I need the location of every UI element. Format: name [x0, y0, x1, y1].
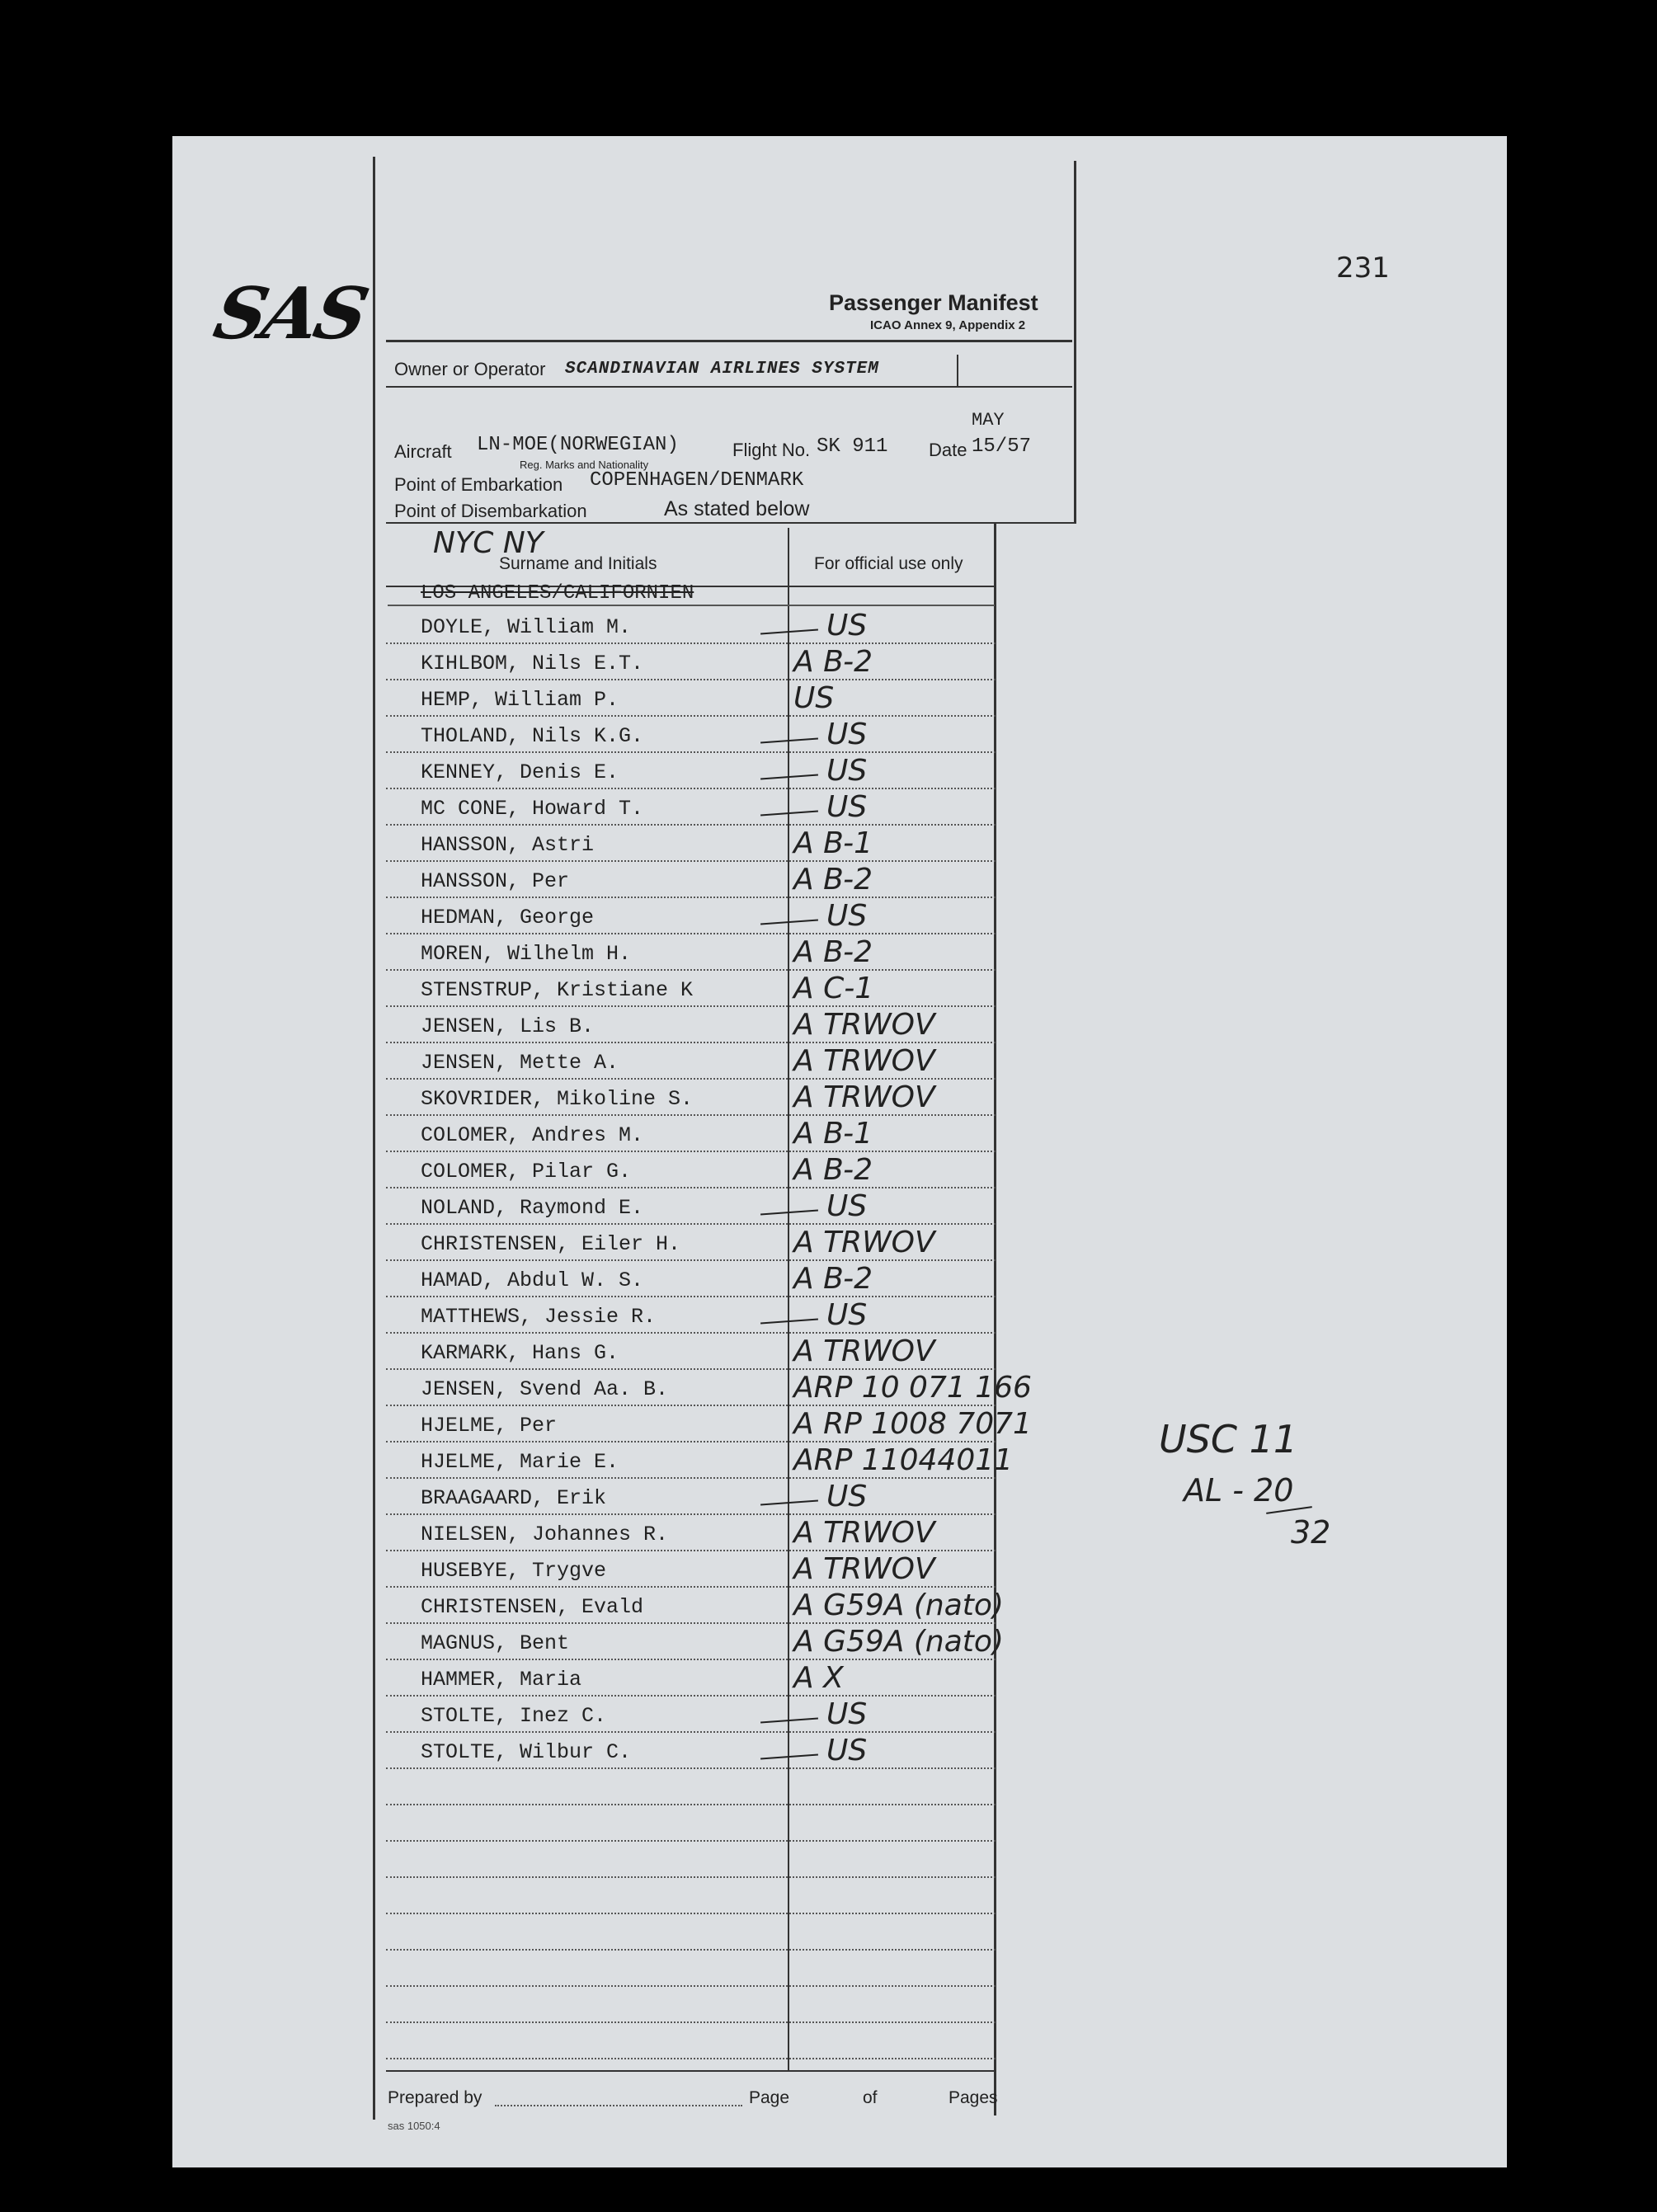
handwritten-dash — [760, 811, 818, 817]
owner-label: Owner or Operator — [394, 359, 546, 379]
embark-value: COPENHAGEN/DENMARK — [590, 469, 804, 492]
table-row — [381, 1443, 1014, 1479]
table-row — [381, 608, 996, 644]
passenger-name: CHRISTENSEN, Evald — [421, 1595, 644, 1619]
passenger-name: DOYLE, William M. — [421, 615, 632, 639]
official-use-note: US — [826, 609, 868, 642]
form-left-border — [373, 157, 375, 2120]
disembark-label: Point of Disembarkation — [394, 501, 587, 521]
official-use-note: A B-1 — [793, 1117, 873, 1151]
date-label: Date — [929, 440, 967, 460]
passenger-name: SKOVRIDER, Mikoline S. — [421, 1087, 694, 1111]
table-row — [381, 1987, 996, 2023]
struck-destination: LOS ANGELES/CALIFORNIEN — [421, 582, 694, 605]
table-row — [381, 1914, 996, 1951]
passenger-name: HAMMER, Maria — [421, 1668, 582, 1692]
passenger-name: STOLTE, Wilbur C. — [421, 1740, 632, 1764]
official-use-note: A B-1 — [793, 826, 873, 860]
table-row — [381, 2023, 996, 2059]
table-row — [381, 1878, 996, 1914]
official-use-note: A G59A (nato) — [793, 1625, 1004, 1659]
handwritten-destination: NYC NY — [433, 526, 544, 560]
official-use-note: US — [826, 1734, 868, 1767]
table-row — [381, 898, 996, 934]
pages-label: Pages — [949, 2088, 998, 2107]
passenger-name: HUSEBYE, Trygve — [421, 1559, 607, 1583]
official-use-note: A B-2 — [793, 863, 873, 897]
passenger-name: JENSEN, Mette A. — [421, 1051, 619, 1075]
table-row — [381, 1370, 1032, 1406]
official-use-note: A TRWOV — [793, 1334, 935, 1368]
table-row — [381, 1624, 1004, 1660]
passenger-name: HJELME, Per — [421, 1414, 558, 1438]
page-number: 231 — [1336, 252, 1390, 285]
official-use-note: A B-2 — [793, 645, 873, 679]
side-note-line2: AL - 20 — [1184, 1472, 1294, 1508]
passenger-name: CHRISTENSEN, Eiler H. — [421, 1232, 681, 1256]
passenger-name: BRAAGAARD, Erik — [421, 1486, 607, 1510]
official-use-note: US — [826, 790, 868, 824]
official-use-note: A G59A (nato) — [793, 1588, 1004, 1622]
table-row — [381, 1080, 996, 1116]
official-column-header: For official use only — [814, 554, 963, 573]
passenger-name: STOLTE, Inez C. — [421, 1704, 607, 1728]
table-row — [381, 1043, 996, 1080]
handwritten-dash — [760, 1500, 818, 1506]
owner-tick — [957, 355, 958, 386]
flight-value: SK 911 — [817, 435, 888, 458]
official-use-note: US — [826, 1480, 868, 1513]
table-row — [381, 1479, 996, 1515]
handwritten-dash — [760, 774, 818, 780]
handwritten-dash — [760, 738, 818, 744]
table-row — [381, 680, 996, 717]
sas-logo: SAS — [207, 272, 373, 355]
passenger-name: JENSEN, Lis B. — [421, 1014, 595, 1038]
official-use-note: A B-2 — [793, 935, 873, 969]
passenger-name: MOREN, Wilhelm H. — [421, 942, 632, 966]
destination-rule — [388, 605, 995, 606]
table-row — [381, 1842, 996, 1878]
official-use-note: A TRWOV — [793, 1226, 935, 1259]
aircraft-value: LN-MOE(NORWEGIAN) — [477, 434, 679, 456]
side-note-line1: USC 11 — [1159, 1417, 1298, 1461]
table-row — [381, 1951, 996, 1987]
table-row — [381, 1588, 1004, 1624]
passenger-name: MATTHEWS, Jessie R. — [421, 1305, 657, 1329]
passenger-name: COLOMER, Pilar G. — [421, 1160, 632, 1184]
footer-rule — [386, 2070, 995, 2072]
owner-value: SCANDINAVIAN AIRLINES SYSTEM — [565, 360, 879, 379]
passenger-name: MC CONE, Howard T. — [421, 797, 644, 821]
passenger-name: NIELSEN, Johannes R. — [421, 1523, 669, 1546]
passenger-name: COLOMER, Andres M. — [421, 1123, 644, 1147]
page-label: Page — [749, 2088, 790, 2107]
table-row — [381, 1261, 996, 1297]
table-row — [381, 789, 996, 826]
official-use-note: US — [826, 754, 868, 788]
official-use-note: US — [826, 1298, 868, 1332]
passenger-name: KENNEY, Denis E. — [421, 760, 619, 784]
official-use-note: A RP 1008 7071 — [793, 1407, 1032, 1441]
official-use-note: US — [793, 681, 835, 715]
header-rule — [386, 340, 1072, 342]
official-use-note: A B-2 — [793, 1262, 873, 1296]
surname-column-header: Surname and Initials — [499, 554, 657, 573]
official-use-note: ARP 11044011 — [793, 1443, 1014, 1477]
passenger-name: NOLAND, Raymond E. — [421, 1196, 644, 1220]
row-rule — [386, 2058, 996, 2059]
table-row — [381, 1697, 996, 1733]
form-subtitle: ICAO Annex 9, Appendix 2 — [870, 318, 1026, 332]
table-row — [381, 1188, 996, 1225]
table-row — [381, 1334, 996, 1370]
official-use-note: US — [826, 1189, 868, 1223]
date-month: MAY — [972, 410, 1005, 431]
table-row — [381, 1660, 996, 1697]
official-use-note: A TRWOV — [793, 1044, 935, 1078]
table-row — [381, 934, 996, 971]
table-row — [381, 1225, 996, 1261]
owner-rule — [386, 386, 1072, 388]
official-use-note: A TRWOV — [793, 1516, 935, 1550]
disembark-value: As stated below — [664, 497, 810, 520]
table-row — [381, 1007, 996, 1043]
table-row — [381, 1733, 996, 1769]
handwritten-dash — [760, 1210, 818, 1216]
prepared-by-line — [495, 2105, 742, 2106]
disembark-rule — [386, 522, 1075, 524]
passenger-name: JENSEN, Svend Aa. B. — [421, 1377, 669, 1401]
passenger-name: HJELME, Marie E. — [421, 1450, 619, 1474]
side-note-line3: 32 — [1291, 1514, 1331, 1551]
official-use-note: ARP 10 071 166 — [793, 1371, 1032, 1405]
table-row — [381, 753, 996, 789]
form-title: Passenger Manifest — [829, 290, 1038, 315]
table-row — [381, 1116, 996, 1152]
official-use-note: A C-1 — [793, 972, 874, 1005]
official-use-note: A B-2 — [793, 1153, 873, 1187]
passenger-name: KARMARK, Hans G. — [421, 1341, 619, 1365]
passenger-name: STENSTRUP, Kristiane K — [421, 978, 694, 1002]
passenger-name: HEDMAN, George — [421, 906, 595, 930]
passenger-list — [381, 608, 1032, 2059]
table-row — [381, 644, 996, 680]
official-use-note: A X — [793, 1661, 844, 1695]
official-use-note: A TRWOV — [793, 1080, 935, 1114]
handwritten-dash — [760, 1319, 818, 1325]
prepared-by-label: Prepared by — [388, 2088, 483, 2107]
passenger-name: HAMAD, Abdul W. S. — [421, 1268, 644, 1292]
date-value: 15/57 — [972, 435, 1032, 458]
official-use-note: US — [826, 1697, 868, 1731]
passenger-name: HEMP, William P. — [421, 688, 619, 712]
table-row — [381, 1152, 996, 1188]
form-right-border-top — [1074, 161, 1076, 524]
passenger-name: THOLAND, Nils K.G. — [421, 724, 644, 748]
table-row — [381, 862, 996, 898]
table-row — [381, 1769, 996, 1805]
handwritten-dash — [760, 1754, 818, 1760]
reg-marks-label: Reg. Marks and Nationality — [520, 459, 649, 471]
passenger-name: HANSSON, Per — [421, 869, 570, 893]
form-code: sas 1050:4 — [388, 2120, 440, 2132]
flight-label: Flight No. — [732, 440, 811, 460]
table-row — [381, 1805, 996, 1842]
table-row — [381, 1297, 996, 1334]
handwritten-dash — [760, 1718, 818, 1724]
passenger-name: HANSSON, Astri — [421, 833, 595, 857]
table-row — [381, 971, 996, 1007]
aircraft-label: Aircraft — [394, 441, 452, 462]
official-use-note: A TRWOV — [793, 1008, 935, 1042]
passenger-name: KIHLBOM, Nils E.T. — [421, 652, 644, 675]
handwritten-dash — [760, 920, 818, 925]
of-label: of — [863, 2088, 878, 2107]
official-use-note: US — [826, 899, 868, 933]
table-row — [381, 1515, 996, 1551]
passenger-name: MAGNUS, Bent — [421, 1631, 570, 1655]
table-row — [381, 1551, 996, 1588]
official-use-note: A TRWOV — [793, 1552, 935, 1586]
table-row — [381, 717, 996, 753]
handwritten-dash — [760, 629, 818, 635]
embark-label: Point of Embarkation — [394, 474, 563, 495]
official-use-note: US — [826, 718, 868, 751]
table-row — [381, 1406, 1032, 1443]
table-row — [381, 826, 996, 862]
